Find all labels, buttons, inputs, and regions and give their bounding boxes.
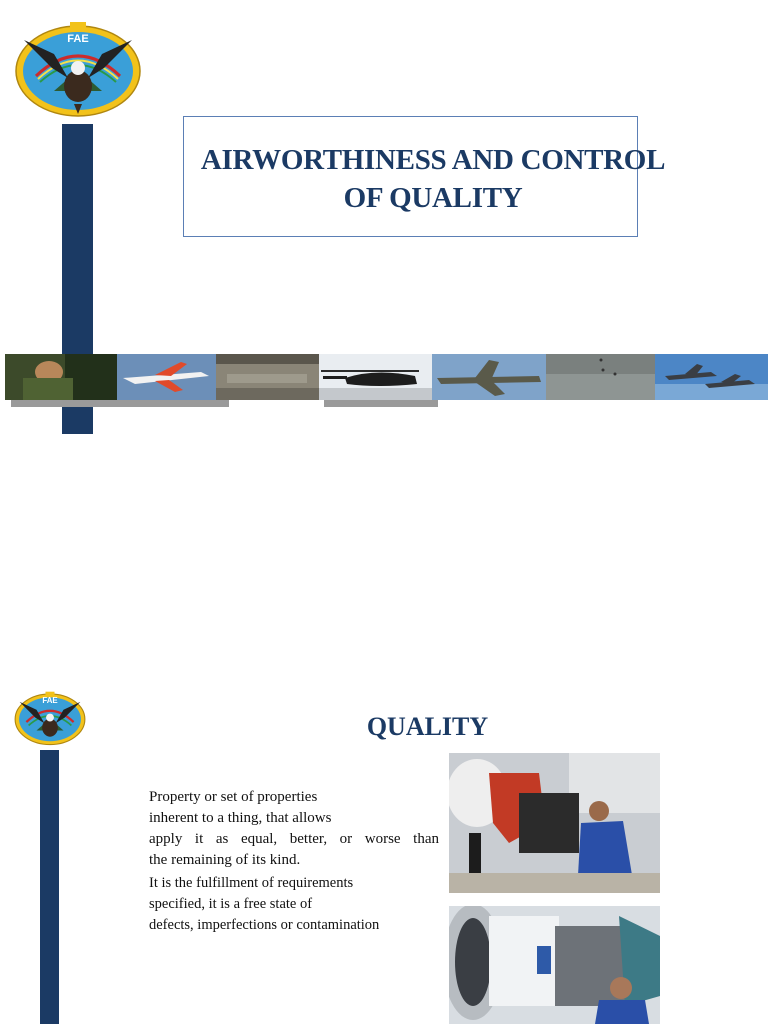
photo-shadow-middle [324,400,438,407]
quality-heading: QUALITY [366,712,489,741]
definition-line: the remaining of its kind. [149,852,301,868]
engine-maintenance-photo [449,906,660,1024]
fae-emblem [14,16,142,118]
cargo-aircraft-photo [432,354,546,400]
propeller-maintenance-photo [449,753,660,893]
fulfillment-line: It is the fulfillment of requirements [149,875,354,891]
fulfillment-line: defects, imperfections or contamination [149,917,380,933]
emblem-text: FAE [67,33,89,45]
photo-shadow-left [11,400,229,407]
title-line-1: AIRWORTHINESS AND CONTROL [200,144,666,176]
definition-line: inherent to a thing, that allows [149,810,332,826]
definition-line: apply it as equal, better, or worse than [149,831,439,847]
fulfillment-line: specified, it is a free state of [149,896,313,912]
paratroopers-photo [546,354,655,400]
quality-fulfillment-paragraph [149,873,439,936]
soldier-photo [5,354,117,400]
photo-strip [5,354,768,400]
fae-emblem-small [14,688,86,746]
helicopter-photo [319,354,432,400]
quality-definition-paragraph [149,787,439,871]
title-line-2: OF QUALITY [343,182,523,214]
vertical-accent-bar [40,750,59,1024]
definition-line: Property or set of properties [149,789,318,805]
slide-title-text [183,141,683,217]
trainer-aircraft-photo [117,354,216,400]
slide-quality [0,512,768,1024]
hangar-photo [216,354,319,400]
emblem-text: FAE [42,695,58,705]
fighter-jets-photo [655,354,768,400]
